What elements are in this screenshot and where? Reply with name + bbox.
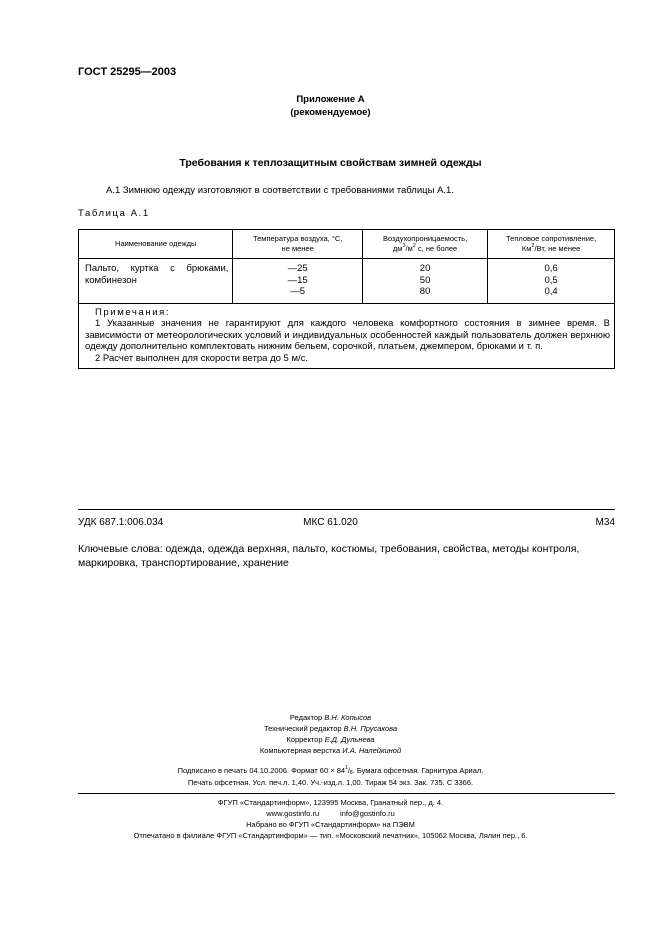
table-notes (79, 304, 615, 369)
thermal-resistance-cell: 0,6 0,5 0,4 (488, 259, 615, 304)
garment-cell: Пальто, куртка с брюками, комбинезон (79, 259, 233, 304)
publisher-printed: Отпечатано в филиале ФГУП «Стандартинформ» — тип. «Московский печатник», 105062 Москва, Лялин пер., 6. (133, 831, 528, 840)
table-header-row (79, 230, 615, 259)
table-notes-row (79, 304, 615, 369)
staff-editor: Редактор В.Н. Копысов (289, 713, 372, 722)
document-header: ГОСТ 25295—2003 (78, 66, 177, 78)
staff-layout: Компьютерная верстка И.А. Налейкиной (259, 746, 402, 755)
intro-paragraph: А.1 Зимнюю одежду изготовляют в соответствии с требованиями таблицы А.1. (106, 185, 454, 196)
keywords: Ключевые слова: одежда, одежда верхняя, пальто, костюмы, требования, свойства, методы контроля, маркировка, транспортирование, хранение (78, 543, 580, 569)
air-permeability-cell: 20 50 80 (362, 259, 487, 304)
appendix-subtitle: (рекомендуемое) (290, 107, 371, 118)
header-thermal-resistance: Тепловое сопротивление, $Км^2/Вт$, не менее (488, 230, 615, 259)
publisher-email[interactable]: info@gostinfo.ru (340, 809, 395, 818)
print-info-line-1: Подписано в печать 04.10.2006. Формат $60 \times 84^1/_8$. Бумага офсетная. Гарнитура Ариал. (177, 765, 484, 776)
mks-code: МКС 61.020 (303, 517, 358, 528)
header-air-permeability: Воздухопроницаемость, $дм^3/м^2$ с, не более (362, 230, 487, 259)
notes-title: Примечания: (95, 307, 171, 318)
appendix-title: Приложение А (296, 94, 365, 105)
table-caption: Таблица А.1 (78, 208, 150, 219)
table-row (79, 259, 615, 304)
udk-code: УДК 687.1:006.034 (78, 517, 164, 528)
classification-code: М34 (595, 517, 615, 528)
publisher-contacts (0, 808, 661, 820)
temperature-cell: —25 —15 —5 (233, 259, 363, 304)
publisher-website[interactable]: www.gostinfo.ru (266, 809, 320, 818)
note-1: 1 Указанные значения не гарантируют для каждого человека комфортного состояния в зимнее время. В зависимости от метеорологических условий и индивидуальных особенностей каждый пользователь должен верхнюю одежду дополнительно комплектовать нижним бельем, сорочкой, платьем, джемпером, брюками и т. п. (85, 318, 610, 353)
note-2: 2 Расчет выполнен для скорости ветра до 5 м/с. (95, 352, 309, 364)
staff-tech-editor: Технический редактор В.Н. Прусакова (263, 724, 398, 733)
publisher-divider (78, 793, 615, 794)
header-garment: Наименование одежды (79, 230, 233, 259)
staff-corrector: Корректор Е.Д. Дульнева (286, 735, 375, 744)
publisher-address: ФГУП «Стандартинформ», 123995 Москва, Гранатный пер., д. 4. (217, 798, 444, 807)
print-info-line-2: Печать офсетная. Усл. печ.л. 1,40. Уч.-изд.л. 1,00. Тираж 54 экз. Зак. 735. С 3366. (187, 778, 474, 787)
requirements-table (78, 229, 615, 369)
footer-divider (78, 509, 615, 510)
section-title: Требования к теплозащитным свойствам зимней одежды (179, 157, 482, 169)
publisher-typeset: Набрано во ФГУП «Стандартинформ» на ПЭВМ (246, 820, 415, 829)
header-temperature: Температура воздуха, °С, не менее (233, 230, 363, 259)
